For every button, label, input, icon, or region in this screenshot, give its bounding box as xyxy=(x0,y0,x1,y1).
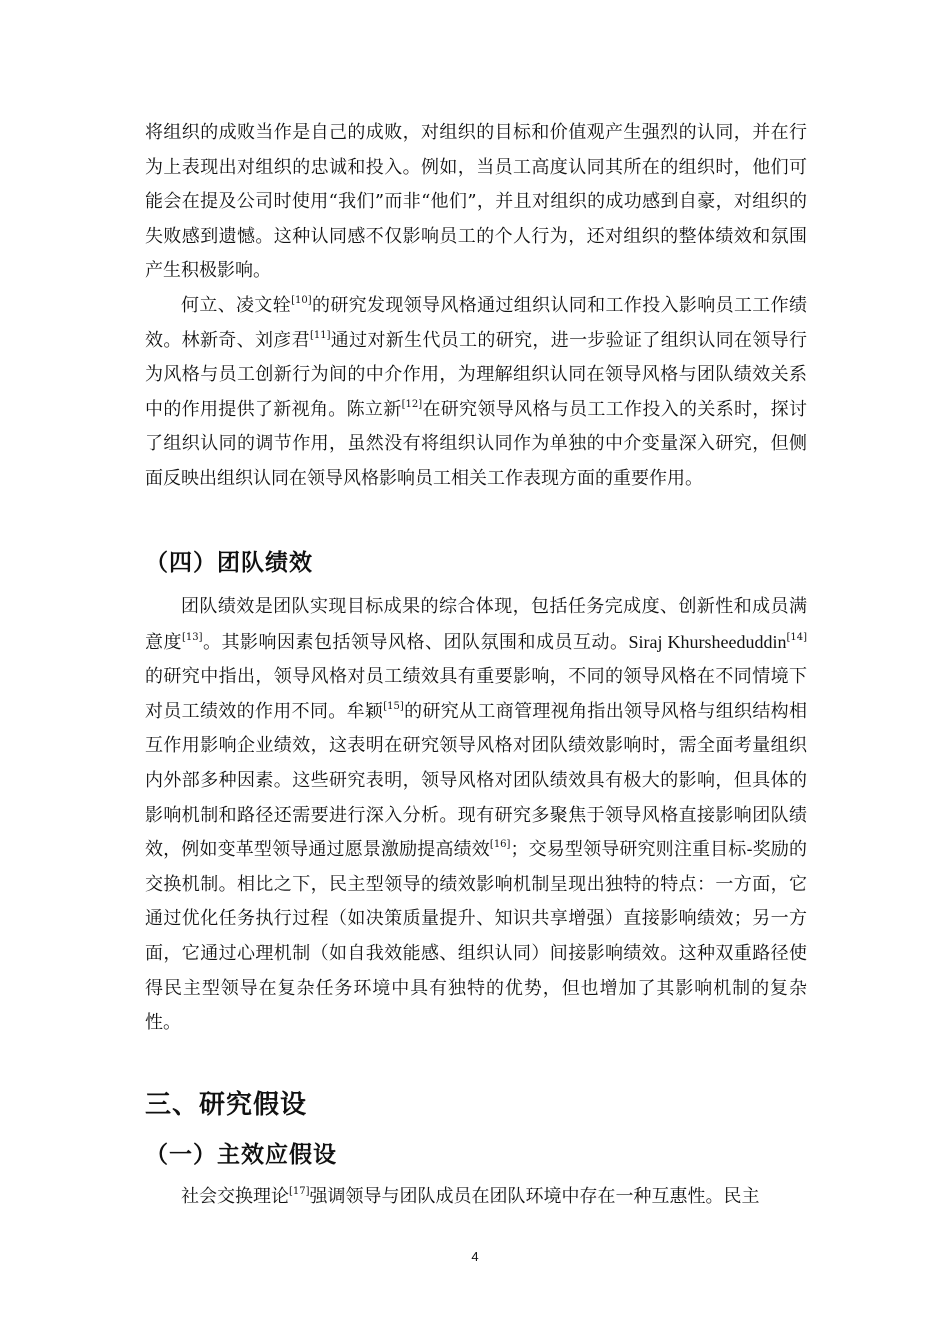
citation-15: [15] xyxy=(383,700,404,712)
paragraph-team-performance xyxy=(145,590,807,1041)
heading-research-hypotheses: 三、研究假设 xyxy=(145,1090,308,1120)
citation-11: [11] xyxy=(309,329,331,341)
paragraph-text: 何立、凌文辁 xyxy=(181,295,292,316)
heading-main-effect-hypothesis: （一）主效应假设 xyxy=(145,1142,337,1168)
author-name: Siraj Khursheeduddin xyxy=(628,631,787,652)
paragraph-text: 团队绩效是团队实现目标成果的综合体现，包括任务完成度、创新性和成员满意度 xyxy=(145,596,807,653)
paragraph-text: 。其影响因素包括领导风格、团队氛围和成员互动。 xyxy=(202,631,629,653)
citation-12: [12] xyxy=(401,398,423,410)
paragraph-text: 通过对新生代员工的研究，进一步验证了组织认同在领导行为风格与员工创新行为间的中介作用，为理解组织认同在领导风格与团队绩效关系中的作用提供了新视角。陈立新 xyxy=(145,329,808,420)
heading-team-performance: （四）团队绩效 xyxy=(145,550,313,576)
citation-13: [13] xyxy=(182,631,203,643)
citation-14: [14] xyxy=(786,631,808,643)
paragraph-org-identity-research xyxy=(145,289,807,497)
citation-10: [10] xyxy=(291,295,312,306)
paragraph-text: 强调领导与团队成员在团队环境中存在一种互惠性。民主 xyxy=(309,1186,760,1207)
citation-17: [17] xyxy=(289,1186,310,1197)
paragraph-text: 在研究领导风格与员工工作投入的关系时，探讨了组织认同的调节作用，虽然没有将组织认同作为单独的中介变量深入研究，但侧面反映出组织认同在领导风格影响员工相关工作表现方面的重要作用。 xyxy=(145,398,808,489)
paragraph-text: 的研究中指出，领导风格对员工绩效具有重要影响，不同的领导风格在不同情境下对员工绩效的作用不同。牟颖 xyxy=(145,666,807,722)
paragraph-text: 的研究发现领导风格通过组织认同和工作投入影响员工工作绩效。林新奇、刘彦君 xyxy=(145,295,808,351)
paragraph-text: ；交易型领导研究则注重目标-奖励的交换机制。相比之下，民主型领导的绩效影响机制呈现出独特的特点：一方面，它通过优化任务执行过程（如决策质量提升、知识共享增强）直接影响绩效；另一方面，它通过心理机制（如自我效能感、组织认同）间接影响绩效。这种双重路径使得民主型领导在复杂任务环境中具有独特的优势，但也增加了其影响机制的复杂性。 xyxy=(145,839,807,1034)
citation-16: [16] xyxy=(489,839,511,851)
paragraph-text: 的研究从工商管理视角指出领导风格与组织结构相互作用影响企业绩效，这表明在研究领导风格对团队绩效影响时，需全面考量组织内外部多种因素。这些研究表明，领导风格对团队绩效具有极大的影响，但具体的影响机制和路径还需要进行深入分析。现有研究多聚焦于领导风格直接影响团队绩效，例如变革型领导通过愿景激励提高绩效 xyxy=(145,700,808,861)
paragraph-text: 社会交换理论 xyxy=(181,1186,289,1207)
paragraph-social-exchange xyxy=(145,1180,807,1215)
paragraph-text: 将组织的成败当作是自己的成败，对组织的目标和价值观产生强烈的认同，并在行为上表现出对组织的忠诚和投入。例如，当员工高度认同其所在的组织时，他们可能会在提及公司时使用“我们”而非“他们”，并且对组织的成功感到自豪，对组织的失败感到遗憾。这种认同感不仅影响员工的个人行为，还对组织的整体绩效和氛围产生积极影响。 xyxy=(145,122,807,282)
paragraph-org-identity-definition xyxy=(145,116,807,289)
page-number: 4 xyxy=(471,1249,479,1264)
